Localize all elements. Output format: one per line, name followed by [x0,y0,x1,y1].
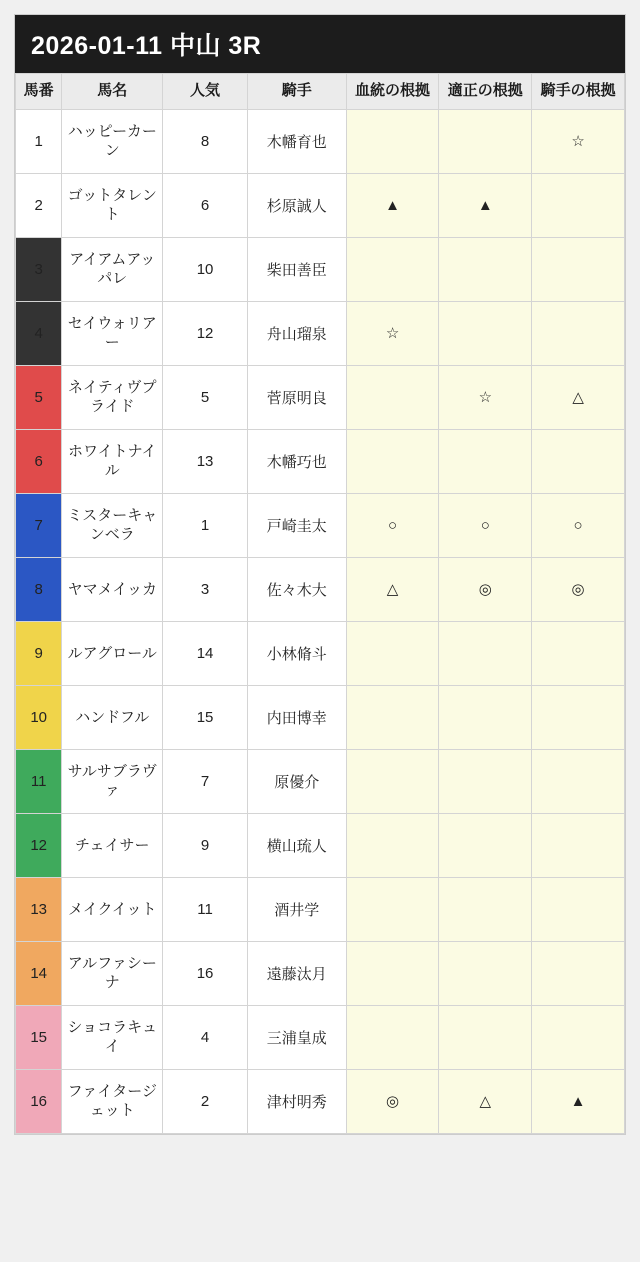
horse-number: 6 [16,429,62,493]
jockey-basis-mark: ◎ [532,557,625,621]
table-row[interactable] [16,749,625,813]
horse-name: ルアグロール [62,621,163,685]
aptitude-basis-mark [439,109,532,173]
table-row[interactable] [16,685,625,749]
table-row[interactable] [16,1069,625,1133]
table-row[interactable] [16,493,625,557]
horse-number: 12 [16,813,62,877]
jockey-basis-mark [532,1005,625,1069]
popularity-rank: 14 [163,621,248,685]
blood-basis-mark [346,813,439,877]
horse-number: 9 [16,621,62,685]
table-row[interactable] [16,877,625,941]
jockey-name: 小林脩斗 [247,621,346,685]
popularity-rank: 11 [163,877,248,941]
aptitude-basis-mark [439,685,532,749]
horse-number: 15 [16,1005,62,1069]
blood-basis-mark [346,365,439,429]
jockey-name: 酒井学 [247,877,346,941]
horse-name: チェイサー [62,813,163,877]
jockey-name: 遠藤汰月 [247,941,346,1005]
table-row[interactable] [16,557,625,621]
jockey-name: 戸崎圭太 [247,493,346,557]
horse-name: ショコラキュイ [62,1005,163,1069]
table-row[interactable] [16,301,625,365]
aptitude-basis-mark: ▲ [439,173,532,237]
blood-basis-mark: ▲ [346,173,439,237]
blood-basis-mark [346,429,439,493]
jockey-name: 木幡育也 [247,109,346,173]
blood-basis-mark [346,1005,439,1069]
jockey-basis-mark [532,941,625,1005]
blood-basis-mark [346,941,439,1005]
table-row[interactable] [16,429,625,493]
table-row[interactable] [16,621,625,685]
aptitude-basis-mark [439,1005,532,1069]
jockey-name: 横山琉人 [247,813,346,877]
aptitude-basis-mark [439,749,532,813]
blood-basis-mark [346,237,439,301]
horse-number: 3 [16,237,62,301]
horse-number: 13 [16,877,62,941]
jockey-basis-mark [532,429,625,493]
column-header-name [62,74,163,110]
jockey-basis-mark: △ [532,365,625,429]
horse-number: 10 [16,685,62,749]
blood-basis-mark [346,877,439,941]
horse-number: 4 [16,301,62,365]
jockey-name: 杉原誠人 [247,173,346,237]
column-header-jockey-basis [532,74,625,110]
popularity-rank: 4 [163,1005,248,1069]
popularity-rank: 13 [163,429,248,493]
horse-name: ヤマメイッカ [62,557,163,621]
column-header-num [16,74,62,110]
popularity-rank: 15 [163,685,248,749]
jockey-name: 津村明秀 [247,1069,346,1133]
jockey-basis-mark [532,621,625,685]
horse-number: 5 [16,365,62,429]
horse-number: 7 [16,493,62,557]
blood-basis-mark [346,749,439,813]
jockey-name: 三浦皇成 [247,1005,346,1069]
race-card [14,14,626,1135]
aptitude-basis-mark: ◎ [439,557,532,621]
table-row[interactable] [16,941,625,1005]
jockey-name: 内田博幸 [247,685,346,749]
table-body [16,109,625,1133]
jockey-basis-mark: ○ [532,493,625,557]
horse-name: ゴットタレント [62,173,163,237]
aptitude-basis-mark [439,813,532,877]
horse-name: セイウォリアー [62,301,163,365]
blood-basis-mark: △ [346,557,439,621]
header-label: 馬名 [97,82,128,99]
horse-number: 1 [16,109,62,173]
jockey-name: 木幡巧也 [247,429,346,493]
popularity-rank: 1 [163,493,248,557]
jockey-basis-mark: ▲ [532,1069,625,1133]
jockey-basis-mark: ☆ [532,109,625,173]
jockey-basis-mark [532,173,625,237]
aptitude-basis-mark: △ [439,1069,532,1133]
header-label: 血統の根拠 [355,82,431,99]
table-row[interactable] [16,813,625,877]
horse-name: アルファシーナ [62,941,163,1005]
column-header-apt [439,74,532,110]
aptitude-basis-mark [439,877,532,941]
column-header-pop [163,74,248,110]
aptitude-basis-mark [439,301,532,365]
aptitude-basis-mark [439,621,532,685]
horse-name: ネイティヴプライド [62,365,163,429]
jockey-name: 柴田善臣 [247,237,346,301]
page-title: 2026-01-11 中山 3R [15,15,625,73]
popularity-rank: 7 [163,749,248,813]
horse-name: アイアムアッパレ [62,237,163,301]
popularity-rank: 12 [163,301,248,365]
horse-name: ホワイトナイル [62,429,163,493]
horse-name: ハンドフル [62,685,163,749]
blood-basis-mark [346,621,439,685]
jockey-basis-mark [532,749,625,813]
table-row[interactable] [16,173,625,237]
jockey-name: 原優介 [247,749,346,813]
blood-basis-mark: ○ [346,493,439,557]
table-row[interactable] [16,237,625,301]
popularity-rank: 10 [163,237,248,301]
jockey-name: 菅原明良 [247,365,346,429]
aptitude-basis-mark: ☆ [439,365,532,429]
popularity-rank: 16 [163,941,248,1005]
jockey-basis-mark [532,685,625,749]
header-label: 馬番 [23,82,54,99]
blood-basis-mark: ☆ [346,301,439,365]
aptitude-basis-mark [439,429,532,493]
header-label: 騎手の根拠 [540,82,616,99]
jockey-basis-mark [532,301,625,365]
horse-number: 11 [16,749,62,813]
table-row[interactable] [16,1005,625,1069]
blood-basis-mark [346,685,439,749]
horse-name: ハッピーカーン [62,109,163,173]
horse-number: 14 [16,941,62,1005]
jockey-basis-mark [532,237,625,301]
popularity-rank: 5 [163,365,248,429]
aptitude-basis-mark [439,941,532,1005]
column-header-blood [346,74,439,110]
jockey-name: 舟山瑠泉 [247,301,346,365]
aptitude-basis-mark [439,237,532,301]
jockey-basis-mark [532,877,625,941]
jockey-name: 佐々木大 [247,557,346,621]
horse-number: 8 [16,557,62,621]
popularity-rank: 9 [163,813,248,877]
aptitude-basis-mark: ○ [439,493,532,557]
horse-name: ファイタージェット [62,1069,163,1133]
horse-name: メイクイット [62,877,163,941]
race-table [15,73,625,1134]
horse-number: 2 [16,173,62,237]
blood-basis-mark: ◎ [346,1069,439,1133]
header-label: 騎手 [281,82,312,99]
column-header-jockey [247,74,346,110]
horse-name: サルサブラヴァ [62,749,163,813]
popularity-rank: 6 [163,173,248,237]
table-header-row [16,74,625,110]
jockey-basis-mark [532,813,625,877]
horse-number: 16 [16,1069,62,1133]
blood-basis-mark [346,109,439,173]
header-label: 人気 [190,82,221,99]
table-row[interactable] [16,365,625,429]
horse-name: ミスターキャンベラ [62,493,163,557]
table-row[interactable] [16,109,625,173]
popularity-rank: 2 [163,1069,248,1133]
header-label: 適正の根拠 [447,82,523,99]
popularity-rank: 8 [163,109,248,173]
popularity-rank: 3 [163,557,248,621]
